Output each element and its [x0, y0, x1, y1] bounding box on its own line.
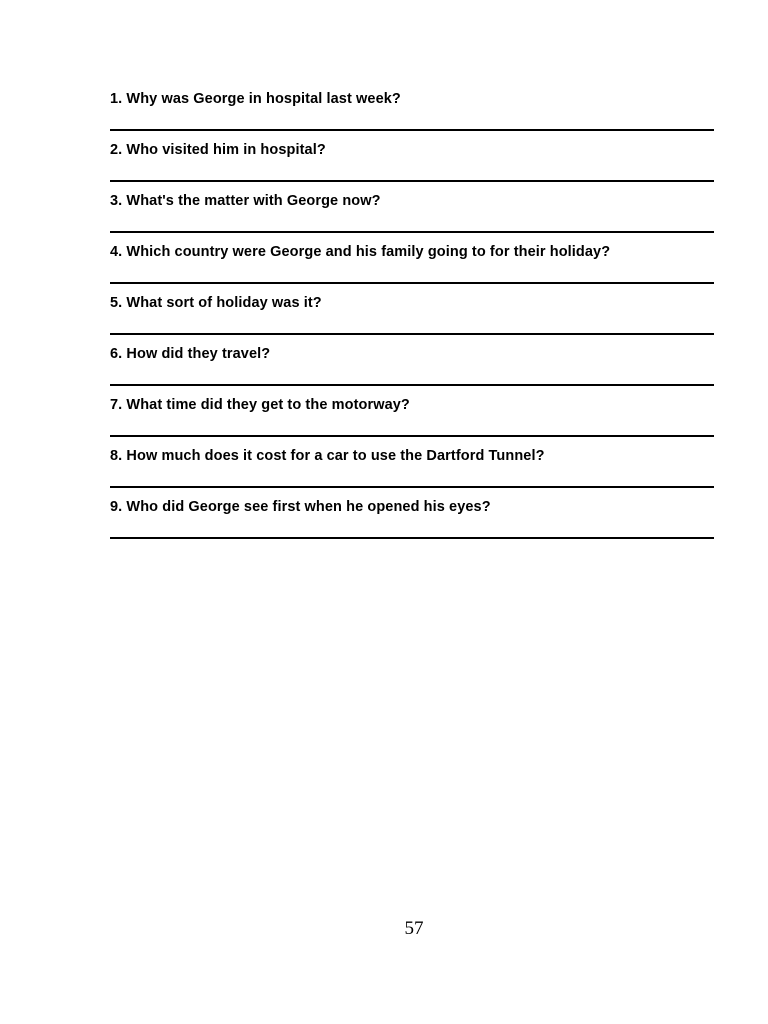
question-9 — [110, 497, 714, 548]
question-7-text: 7. What time did they get to the motorway? — [110, 397, 410, 413]
question-5 — [110, 293, 714, 344]
question-4 — [110, 242, 714, 293]
question-list — [110, 89, 714, 548]
page-number: 57 — [404, 918, 424, 939]
question-2 — [110, 140, 714, 191]
question-8-text: 8. How much does it cost for a car to use the Dartford Tunnel? — [110, 448, 545, 464]
question-7 — [110, 395, 714, 446]
question-4-text: 4. Which country were George and his family going to for their holiday? — [110, 244, 611, 260]
answer-line-9 — [110, 537, 714, 539]
answer-line-3 — [110, 231, 714, 233]
answer-line-1 — [110, 129, 714, 131]
question-1 — [110, 89, 714, 140]
answer-line-2 — [110, 180, 714, 182]
question-2-text: 2. Who visited him in hospital? — [110, 142, 326, 158]
answer-line-7 — [110, 435, 714, 437]
answer-line-4 — [110, 282, 714, 284]
question-6 — [110, 344, 714, 395]
answer-line-6 — [110, 384, 714, 386]
answer-line-5 — [110, 333, 714, 335]
question-8 — [110, 446, 714, 497]
question-9-text: 9. Who did George see first when he opened his eyes? — [110, 499, 491, 515]
question-3-text: 3. What's the matter with George now? — [110, 193, 381, 209]
question-3 — [110, 191, 714, 242]
question-6-text: 6. How did they travel? — [110, 346, 271, 362]
answer-line-8 — [110, 486, 714, 488]
question-5-text: 5. What sort of holiday was it? — [110, 295, 322, 311]
question-1-text: 1. Why was George in hospital last week? — [110, 91, 401, 107]
